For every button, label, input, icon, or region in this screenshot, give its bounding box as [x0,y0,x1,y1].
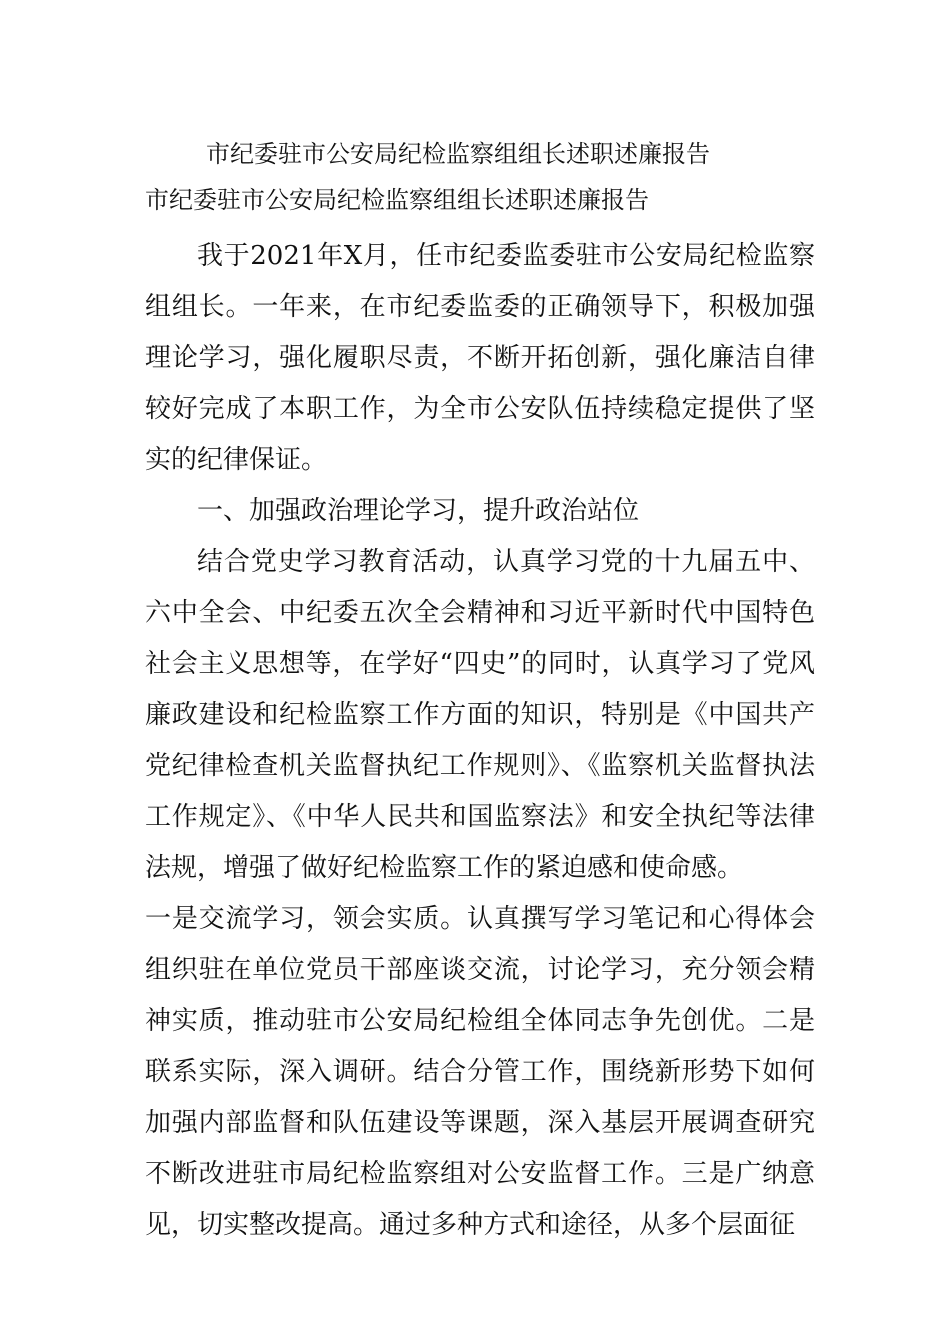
section-heading: 一、加强政治理论学习，提升政治站位 [197,496,640,526]
document-body [145,231,815,1251]
paragraph-intro: 我于2021年X月，任市纪委监委驻市公安局纪检监察组组长。一年来，在市纪委监委的正确领导下，积极加强理论学习，强化履职尽责，不断开拓创新，强化廉洁自律较好完成了本职工作，为全市公安队伍持续稳定提供了坚实的纪律保证。 [145,241,815,475]
document-subtitle: 市纪委驻市公安局纪检监察组组长述职述廉报告 [145,186,649,214]
paragraph-measures: 一是交流学习，领会实质。认真撰写学习笔记和心得体会组织驻在单位党员干部座谈交流，讨论学习，充分领会精神实质，推动驻市公安局纪检组全体同志争先创优。二是联系实际，深入调研。结合分管工作，围绕新形势下如何加强内部监督和队伍建设等课题，深入基层开展调查研究不断改进驻市局纪检监察组对公安监督工作。三是广纳意见，切实整改提高。通过多种方式和途径，从多个层面征 [145,904,815,1240]
paragraph-study: 结合党史学习教育活动，认真学习党的十九届五中、六中全会、中纪委五次全会精神和习近平新时代中国特色社会主义思想等，在学好“四史”的同时，认真学习了党风廉政建设和纪检监察工作方面的知识，特别是《中国共产党纪律检查机关监督执纪工作规则》、《监察机关监督执法工作规定》、《中华人民共和国监察法》和安全执纪等法律法规，增强了做好纪检监察工作的紧迫感和使命感。 [145,547,815,883]
document-title: 市纪委驻市公安局纪检监察组组长述职述廉报告 [206,140,710,168]
